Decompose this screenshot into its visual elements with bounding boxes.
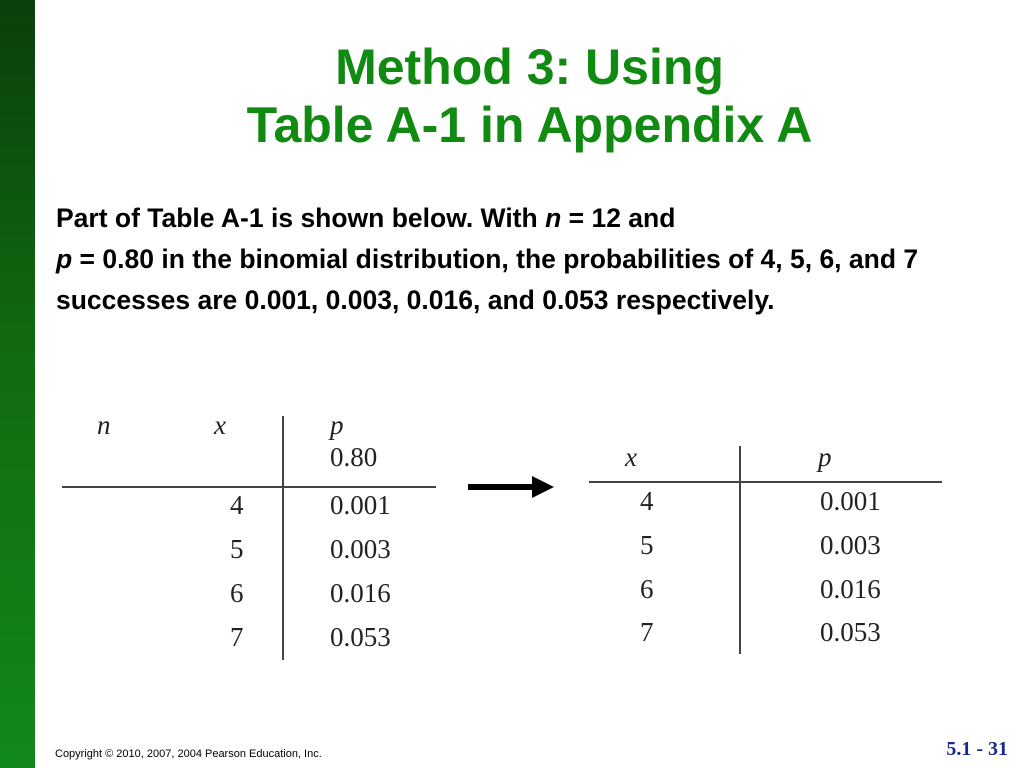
right-header-x: x: [625, 442, 637, 472]
slide-title: [35, 38, 1024, 154]
body-paragraph: [56, 198, 1006, 321]
right-table-divider: [739, 446, 741, 654]
body-text-3: = 0.80 in the binomial distribution, the probabilities of 4, 5, 6, and 7 successes are 0.001, 0.003, 0.016, and 0.053 respectively.: [56, 244, 919, 315]
left-x-cell: 4: [230, 490, 244, 520]
copyright-notice: Copyright © 2010, 2007, 2004 Pearson Education, Inc.: [55, 748, 322, 760]
left-x-cell: 6: [230, 578, 244, 608]
n-symbol: n: [545, 203, 562, 233]
body-text-1: Part of Table A-1 is shown below. With: [56, 203, 546, 233]
right-x-cell: 6: [640, 574, 654, 604]
right-p-cell: 0.053: [820, 617, 881, 647]
right-header-p: p: [818, 442, 832, 472]
right-x-cell: 4: [640, 486, 654, 516]
left-header-n: n: [97, 410, 111, 440]
title-line-1: Method 3: Using: [335, 39, 724, 95]
left-p-value: 0.80: [330, 442, 378, 472]
title-line-2: Table A-1 in Appendix A: [246, 97, 813, 153]
left-x-cell: 7: [230, 622, 244, 652]
p-symbol: p: [56, 244, 73, 274]
left-p-cell: 0.016: [330, 578, 391, 608]
right-x-cell: 7: [640, 617, 654, 647]
sidebar-bar: [0, 0, 35, 768]
slide-number: 5.1 - 31: [946, 738, 1008, 760]
right-p-cell: 0.003: [820, 530, 881, 560]
left-x-cell: 5: [230, 534, 244, 564]
left-header-p: p: [330, 410, 344, 440]
left-header-x: x: [214, 410, 226, 440]
body-text-2: = 12 and: [561, 203, 676, 233]
left-table-rule: [62, 486, 436, 488]
right-table-rule: [589, 481, 942, 483]
right-p-cell: 0.001: [820, 486, 881, 516]
left-p-cell: 0.053: [330, 622, 391, 652]
left-p-cell: 0.003: [330, 534, 391, 564]
arrow-right-icon: [468, 476, 554, 498]
left-p-cell: 0.001: [330, 490, 391, 520]
right-p-cell: 0.016: [820, 574, 881, 604]
left-table-divider: [282, 416, 284, 660]
right-x-cell: 5: [640, 530, 654, 560]
